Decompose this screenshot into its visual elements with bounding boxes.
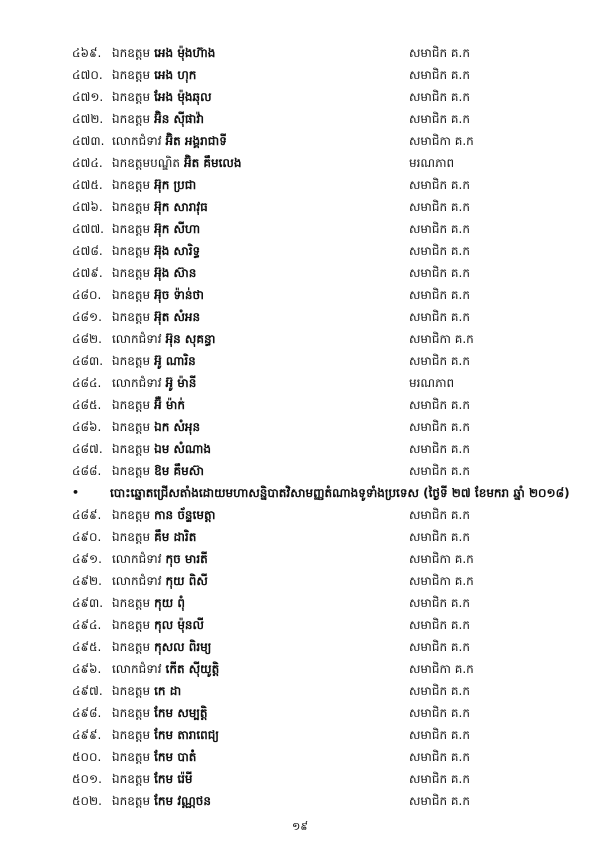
member-title-and-name: [112, 42, 215, 64]
member-status: មរណភាព: [409, 156, 455, 170]
member-row: [0, 130, 600, 152]
member-name: អ៊ូ ម៉ានី: [165, 376, 197, 390]
member-title-and-name: [112, 86, 212, 108]
member-name: ឱម គឹមស៊ា: [154, 464, 204, 478]
member-title-and-name: [112, 592, 185, 614]
member-title: ឯកឧត្តម: [112, 244, 151, 258]
member-name: កែម សម្បត្តិ: [154, 706, 208, 720]
member-name: អ៊ឺ ម៉ាក់: [154, 398, 185, 412]
member-status: សមាជិក គ.ក: [409, 750, 470, 764]
member-status: សមាជិក គ.ក: [409, 508, 470, 522]
member-title: ឯកឧត្តម: [112, 200, 151, 214]
member-row: [0, 614, 600, 636]
member-title-and-name: [112, 196, 208, 218]
member-title: លោកជំទាវ: [112, 376, 162, 390]
member-row: [0, 658, 600, 680]
member-name: កើត ស៊ីយូត្តិ: [165, 662, 220, 676]
member-title: ឯកឧត្តម: [112, 728, 151, 742]
member-name: កែម រ៉េមី: [154, 772, 193, 786]
member-title: ឯកឧត្តម: [112, 508, 151, 522]
member-title: ឯកឧត្តម: [112, 310, 151, 324]
member-number: ៤៩២.: [72, 574, 102, 588]
member-name: កុច មារតី: [165, 552, 208, 566]
member-title-and-name: [112, 768, 193, 790]
member-name: គឹម ដារិត: [154, 530, 197, 544]
member-rows-before: [0, 42, 600, 482]
member-name: កេ ដា: [154, 684, 182, 698]
member-row: [0, 746, 600, 768]
member-number: ៤៧៣.: [72, 134, 105, 148]
member-status: សមាជិក គ.ក: [409, 46, 470, 60]
member-title: ឯកឧត្តម: [112, 46, 151, 60]
member-status: សមាជិក គ.ក: [409, 354, 470, 368]
member-title: ឯកឧត្តម: [112, 618, 151, 632]
member-title: ឯកឧត្តម: [112, 530, 151, 544]
member-title-and-name: [112, 130, 227, 152]
member-status: សមាជិក គ.ក: [409, 288, 470, 302]
member-title-and-name: [112, 394, 185, 416]
member-row: [0, 570, 600, 592]
member-title: ឯកឧត្តម: [112, 354, 151, 368]
member-row: [0, 152, 600, 174]
member-number: ៤៩៥.: [72, 640, 102, 654]
member-row: [0, 724, 600, 746]
member-title: ឯកឧត្តម: [112, 68, 151, 82]
member-name: កុយ ពុំ: [154, 596, 185, 610]
member-status: សមាជិក គ.ក: [409, 112, 470, 126]
member-status: សមាជិក គ.ក: [409, 68, 470, 82]
member-status: សមាជិក គ.ក: [409, 618, 470, 632]
member-status: សមាជិក គ.ក: [409, 178, 470, 192]
member-title: ឯកឧត្តម: [112, 750, 151, 764]
member-row: [0, 526, 600, 548]
member-title-and-name: [112, 64, 196, 86]
member-title: ឯកឧត្តម: [112, 288, 151, 302]
member-title-and-name: [112, 306, 200, 328]
member-title-and-name: [112, 526, 196, 548]
member-title: ឯកឧត្តម: [112, 640, 151, 654]
member-title: ឯកឧត្តម: [112, 772, 151, 786]
member-title: ឯកឧត្តម: [112, 420, 151, 434]
member-status: សមាជិក គ.ក: [409, 310, 470, 324]
member-name: អ៊ុក ប្រជា: [154, 178, 197, 192]
member-name: កែម វណ្ណថន: [154, 794, 212, 808]
member-number: ៤៧៦.: [72, 200, 103, 214]
member-title: លោកជំទាវ: [112, 574, 162, 588]
member-row: [0, 328, 600, 350]
member-title: ឯកឧត្តម: [112, 178, 151, 192]
member-number: ៤៨០.: [72, 288, 102, 302]
member-number: ៤៨៦.: [72, 420, 102, 434]
member-status: សមាជិក គ.ក: [409, 728, 470, 742]
member-number: ៤៨១.: [72, 310, 102, 324]
member-status: សមាជិក គ.ក: [409, 530, 470, 544]
member-title: ឯកឧត្តម: [112, 90, 151, 104]
member-rows-after: [0, 504, 600, 812]
member-status: សមាជិកា គ.ក: [409, 134, 474, 148]
member-status: សមាជិក គ.ក: [409, 398, 470, 412]
member-number: ៤៧២.: [72, 112, 104, 126]
member-title-and-name: [112, 746, 196, 768]
member-name: អ៊ុក សីហា: [154, 222, 201, 236]
member-number: ៤៩៨.: [72, 706, 102, 720]
member-status: សមាជិក គ.ក: [409, 420, 470, 434]
member-row: [0, 592, 600, 614]
member-name: អ៊ុន សុគន្ធា: [165, 332, 216, 346]
member-title-and-name: [112, 152, 241, 174]
member-status: សមាជិក គ.ក: [409, 266, 470, 280]
member-title-and-name: [112, 570, 208, 592]
member-title: លោកជំទាវ: [112, 662, 162, 676]
member-title: លោកជំទាវ: [112, 552, 162, 566]
member-status: សមាជិក គ.ក: [409, 794, 470, 808]
member-row: [0, 460, 600, 482]
member-name: អែង ម៉ុងឆុល: [154, 90, 212, 104]
member-title: លោកជំទាវ: [112, 134, 162, 148]
member-status: សមាជិក គ.ក: [409, 222, 470, 236]
member-number: ៤៩៩.: [72, 728, 102, 742]
member-title-and-name: [112, 460, 204, 482]
note-bullet: •: [72, 486, 80, 499]
member-title-and-name: [112, 790, 211, 812]
member-number: ៤៩៣.: [72, 596, 104, 610]
member-row: [0, 350, 600, 372]
member-number: ៤៩០.: [72, 530, 102, 544]
member-number: ៤៨៨.: [72, 464, 102, 478]
member-title-and-name: [112, 614, 204, 636]
member-number: ៤៦៩.: [72, 46, 102, 60]
member-title-and-name: [112, 350, 196, 372]
member-status: សមាជិក គ.ក: [409, 200, 470, 214]
member-row: [0, 174, 600, 196]
member-name: អ៊ុត សំអន: [154, 310, 201, 324]
member-name: អ៊ូ ណារិន: [154, 354, 196, 368]
member-title-and-name: [112, 504, 215, 526]
member-title-and-name: [112, 680, 181, 702]
member-title-and-name: [112, 284, 204, 306]
member-status: សមាជិក គ.ក: [409, 706, 470, 720]
member-name: ឯម សំណាង: [154, 442, 212, 456]
member-status: សមាជិក គ.ក: [409, 684, 470, 698]
member-number: ៤៧៨.: [72, 244, 103, 258]
member-row: [0, 394, 600, 416]
member-title-and-name: [112, 658, 219, 680]
member-row: [0, 262, 600, 284]
member-status: សមាជិក គ.ក: [409, 596, 470, 610]
member-row: [0, 306, 600, 328]
member-title: ឯកឧត្តម: [112, 684, 151, 698]
member-name: កុយ ពិសី: [165, 574, 208, 588]
member-status: សមាជិក គ.ក: [409, 464, 470, 478]
member-status: សមាជិកា គ.ក: [409, 332, 474, 346]
member-title-and-name: [112, 724, 219, 746]
member-status: មរណភាព: [409, 376, 455, 390]
member-title: ឯកឧត្តម: [112, 266, 151, 280]
member-title-and-name: [112, 262, 196, 284]
page-number: ១៩: [291, 820, 309, 833]
member-number: ៤៩៧.: [72, 684, 103, 698]
member-name: កាន ច័ន្ទមេត្តា: [154, 508, 216, 522]
member-status: សមាជិក គ.ក: [409, 90, 470, 104]
member-number: ៥០២.: [72, 794, 102, 808]
member-title: ឯកឧត្តម: [112, 222, 151, 236]
member-row: [0, 636, 600, 658]
member-row: [0, 702, 600, 724]
member-title-and-name: [112, 218, 200, 240]
member-row: [0, 438, 600, 460]
member-title: ឯកឧត្តម: [112, 596, 151, 610]
member-title-and-name: [112, 372, 196, 394]
member-name: អ៊ិន ស៊ីផាវ៉ា: [154, 112, 204, 126]
member-row: [0, 790, 600, 812]
member-number: ៥០០.: [72, 750, 102, 764]
member-name: កែម តារាពេជ្យ: [154, 728, 219, 742]
member-title: លោកជំទាវ: [112, 332, 162, 346]
member-number: ៤៧៧.: [72, 222, 104, 236]
member-number: ៤៧០.: [72, 68, 103, 82]
member-number: ៥០១.: [72, 772, 102, 786]
member-status: សមាជិក គ.ក: [409, 772, 470, 786]
member-name: កុសល ពិរម្យ: [154, 640, 212, 654]
member-row: [0, 42, 600, 64]
member-title: ឯកឧត្តម: [112, 398, 151, 412]
member-number: ៤៨៥.: [72, 398, 102, 412]
note-text: បោះឆ្នោតជ្រើសតាំងដោយមហាសន្និបាតវិសាមញ្ញតំណាងទូទាំងប្រទេស (ថ្ងៃទី ២៧ ខែមករា ឆ្នាំ ២០១៨): [110, 486, 570, 500]
member-title-and-name: [112, 636, 211, 658]
member-number: ៤៧១.: [72, 90, 104, 104]
member-number: ៤៨៣.: [72, 354, 104, 368]
member-number: ៤៧៤.: [72, 156, 103, 170]
member-number: ៤៩៦.: [72, 662, 102, 676]
member-title: ឯកឧត្តមបណ្ឌិត: [112, 156, 180, 170]
member-name: កែម បាត់ំ: [154, 750, 197, 764]
member-status: សមាជិក គ.ក: [409, 640, 470, 654]
member-name: អ៊ិត គឹមលេង: [183, 156, 242, 170]
member-title-and-name: [112, 108, 204, 130]
member-number: ៤៩១.: [72, 552, 102, 566]
member-name: អ៊ុង សារិទ្ធ: [154, 244, 201, 258]
member-number: ៤៨៤.: [72, 376, 102, 390]
member-row: [0, 284, 600, 306]
member-title-and-name: [112, 328, 215, 350]
member-name: អ៊ុក សារាវុធ: [154, 200, 208, 214]
member-row: [0, 218, 600, 240]
member-name: ឯក សំអុន: [154, 420, 201, 434]
member-status: សមាជិកា គ.ក: [409, 662, 474, 676]
member-row: [0, 64, 600, 86]
member-row: [0, 108, 600, 130]
member-number: ៤៨៩.: [72, 508, 102, 522]
member-number: ៤៩៤.: [72, 618, 102, 632]
member-name: អ៊ុច ទ៉ាន់ថា: [154, 288, 204, 302]
member-status: សមាជិកា គ.ក: [409, 574, 474, 588]
member-status: សមាជិកា គ.ក: [409, 552, 474, 566]
member-number: ៤៨៧.: [72, 442, 103, 456]
member-status: សមាជិក គ.ក: [409, 442, 470, 456]
member-row: [0, 240, 600, 262]
member-row: [0, 680, 600, 702]
member-title: ឯកឧត្តម: [112, 464, 151, 478]
member-name: អេង ហុក: [154, 68, 197, 82]
member-name: អ៊ុង ស៊ាន: [154, 266, 197, 280]
member-row: [0, 548, 600, 570]
member-title-and-name: [112, 438, 211, 460]
member-number: ៤៧៥.: [72, 178, 103, 192]
member-title: ឯកឧត្តម: [112, 706, 151, 720]
member-title-and-name: [112, 548, 208, 570]
member-row: [0, 416, 600, 438]
member-number: ៤៨២.: [72, 332, 102, 346]
member-number: ៤៧៩.: [72, 266, 103, 280]
member-title-and-name: [112, 240, 200, 262]
member-row: [0, 86, 600, 108]
member-row: [0, 768, 600, 790]
member-status: សមាជិក គ.ក: [409, 244, 470, 258]
member-title: ឯកឧត្តម: [112, 794, 151, 808]
member-row: [0, 196, 600, 218]
member-name: អ៊ិត អង្គរាជាទី: [165, 134, 227, 148]
election-note: [0, 482, 600, 504]
member-title-and-name: [112, 174, 196, 196]
member-title-and-name: [112, 702, 208, 724]
member-row: [0, 504, 600, 526]
member-title-and-name: [112, 416, 200, 438]
member-name: អេង ម៉ុងហ៊ាង: [154, 46, 216, 60]
member-list: [0, 42, 600, 812]
member-title: ឯកឧត្តម: [112, 112, 151, 126]
member-name: កុល ម៉ុនលី: [154, 618, 204, 632]
member-title: ឯកឧត្តម: [112, 442, 151, 456]
member-row: [0, 372, 600, 394]
